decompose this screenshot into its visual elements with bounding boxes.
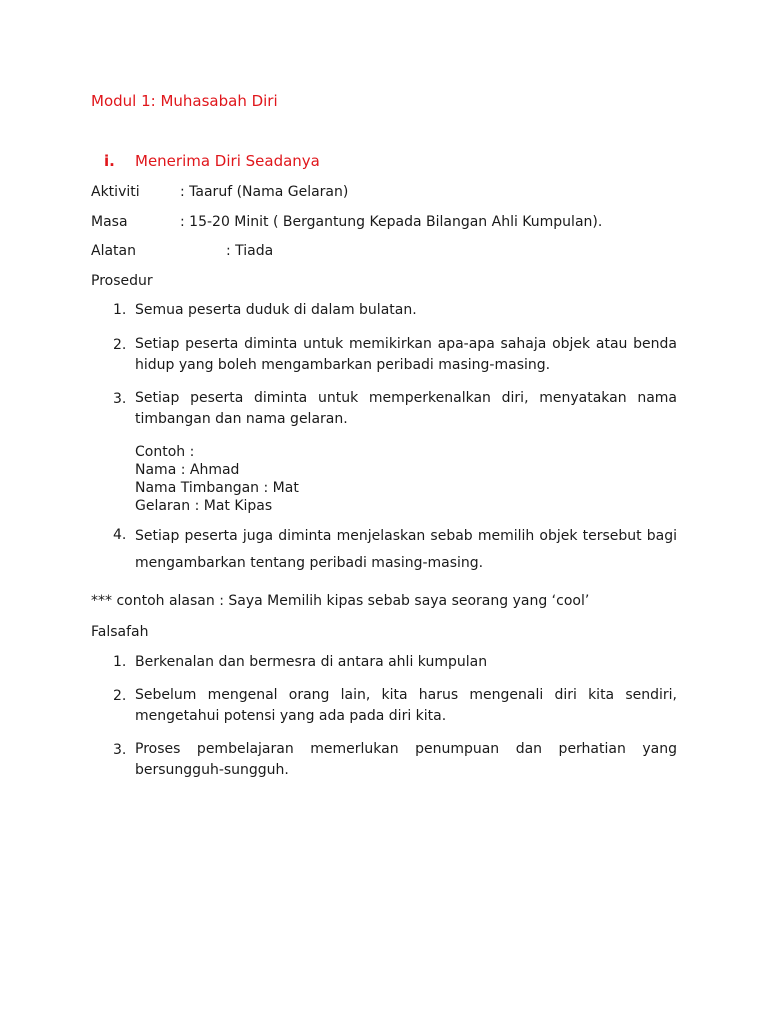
- list-item: Setiap peserta diminta untuk memperkenalkan diri, menyatakan nama timbangan dan nama gelaran.: [135, 390, 677, 427]
- example-block: [135, 443, 299, 515]
- module-title: Modul 1: Muhasabah Diri: [91, 92, 278, 110]
- list-item: Proses pembelajaran memerlukan penumpuan dan perhatian yang bersungguh-sungguh.: [135, 741, 677, 778]
- info-label-aktiviti: Aktiviti: [91, 184, 140, 200]
- list-number: 2.: [113, 337, 127, 353]
- info-label-alatan: Alatan: [91, 243, 136, 259]
- list-number: 4.: [113, 527, 127, 543]
- list-number: 2.: [113, 688, 127, 704]
- info-label-masa: Masa: [91, 214, 128, 230]
- section-title: Menerima Diri Seadanya: [135, 152, 320, 170]
- example-line: Gelaran : Mat Kipas: [135, 498, 273, 514]
- info-value-alatan: : Tiada: [226, 243, 274, 259]
- falsafah-heading: Falsafah: [91, 624, 149, 640]
- example-line: Contoh :: [135, 444, 195, 460]
- prosedur-heading: Prosedur: [91, 273, 153, 289]
- list-number: 3.: [113, 391, 127, 407]
- list-item: Setiap peserta juga diminta menjelaskan sebab memilih objek tersebut bagi mengambarkan tentang peribadi masing-masing.: [135, 528, 677, 571]
- list-number: 3.: [113, 742, 127, 758]
- list-item: Berkenalan dan bermesra di antara ahli kumpulan: [135, 654, 488, 670]
- list-item: Sebelum mengenal orang lain, kita harus mengenali diri kita sendiri, mengetahui potensi yang ada pada diri kita.: [135, 687, 677, 724]
- section-number: i.: [104, 152, 115, 170]
- list-item: Setiap peserta diminta untuk memikirkan apa-apa sahaja objek atau benda hidup yang boleh mengambarkan peribadi masing-masing.: [135, 336, 677, 373]
- example-line: Nama Timbangan : Mat: [135, 480, 299, 496]
- list-item: Semua peserta duduk di dalam bulatan.: [135, 302, 417, 318]
- list-number: 1.: [113, 302, 127, 318]
- info-value-aktiviti: : Taaruf (Nama Gelaran): [180, 184, 349, 200]
- example-note: *** contoh alasan : Saya Memilih kipas sebab saya seorang yang ‘cool’: [91, 593, 590, 609]
- info-value-masa: : 15-20 Minit ( Bergantung Kepada Bilangan Ahli Kumpulan).: [180, 214, 603, 230]
- example-line: Nama : Ahmad: [135, 462, 240, 478]
- list-number: 1.: [113, 654, 127, 670]
